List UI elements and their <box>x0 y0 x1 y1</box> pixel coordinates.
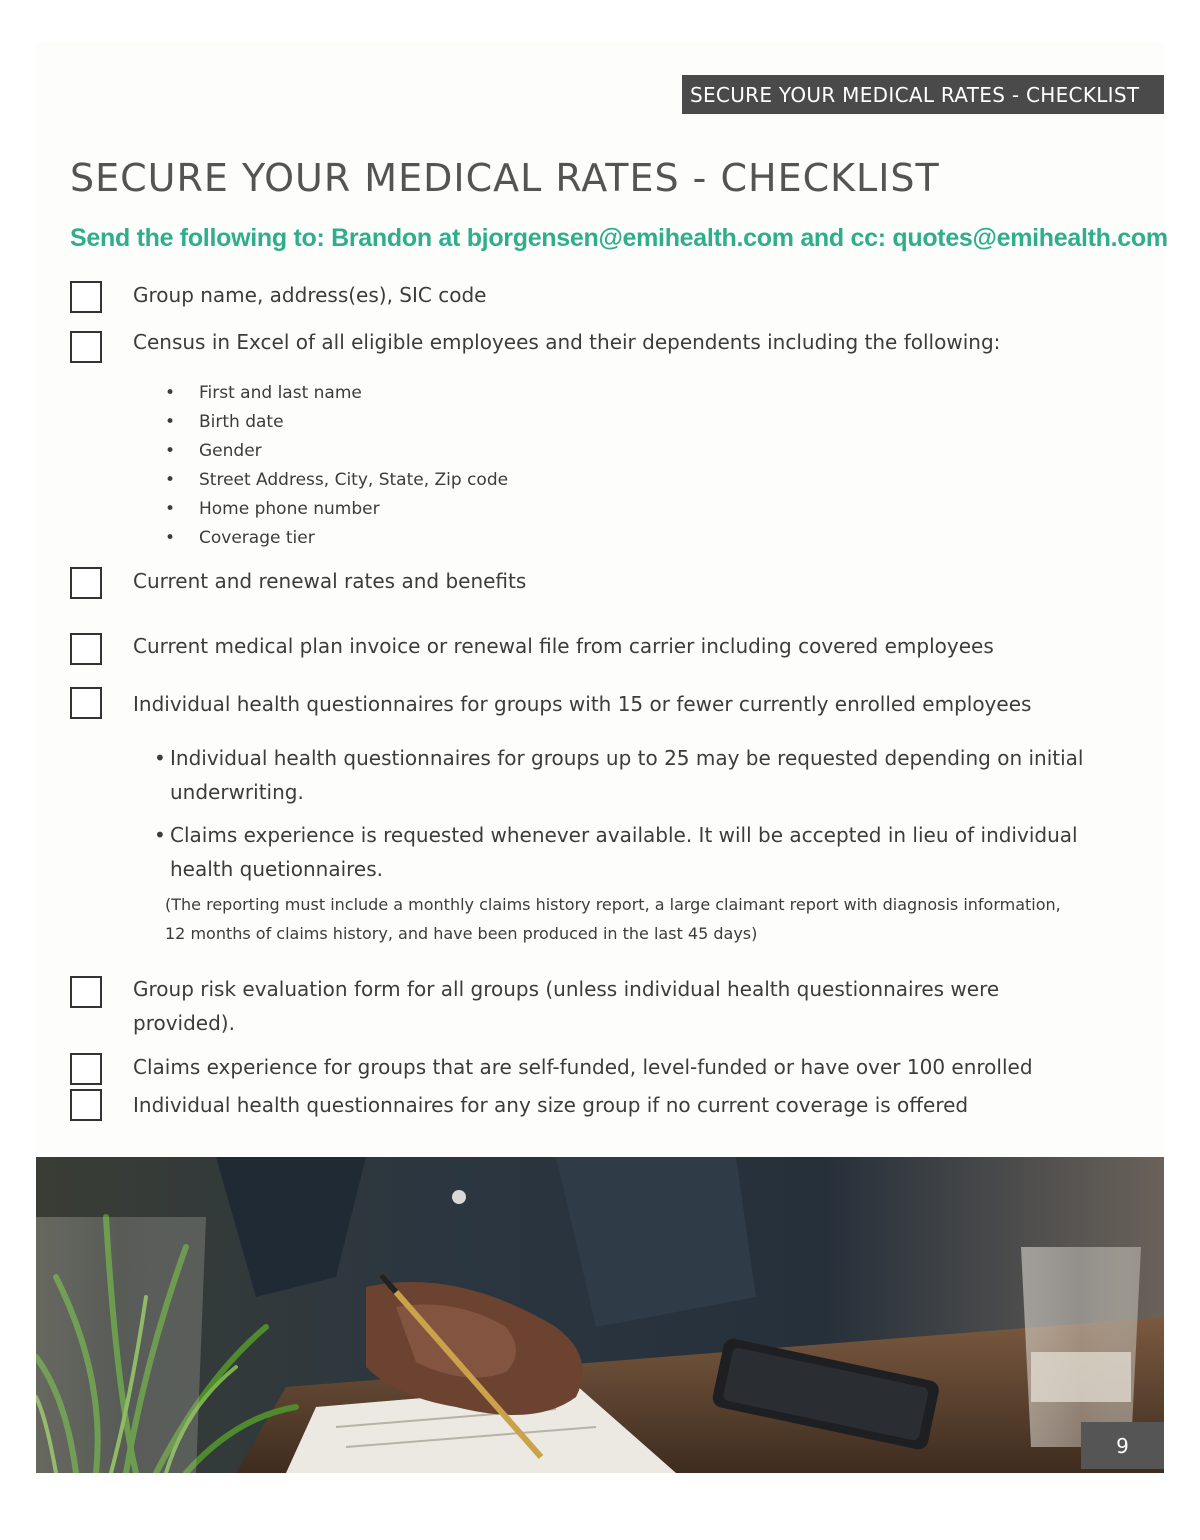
checkbox-group-name[interactable] <box>70 281 102 313</box>
checkbox-claims-experience[interactable] <box>70 1053 102 1085</box>
item-census: Census in Excel of all eligible employees and their dependents including the following: <box>133 330 1001 354</box>
header-tab <box>682 75 1164 114</box>
checkbox-renewal-rates[interactable] <box>70 567 102 599</box>
item-group-name: Group name, address(es), SIC code <box>133 283 487 307</box>
reporting-note: (The reporting must include a monthly claims history report, a large claimant report with diagnosis information, 12 months of claims history, and have been produced in the last 45 days) <box>165 895 1061 943</box>
census-field: • Birth date <box>165 412 284 432</box>
checkbox-no-coverage[interactable] <box>70 1089 102 1121</box>
checkbox-health-questionnaires[interactable] <box>70 687 102 719</box>
send-instructions: Send the following to: Brandon at bjorgensen@emihealth.com and cc: quotes@emihealth.com <box>70 224 1168 252</box>
questionnaire-note: • Individual health questionnaires for groups up to 25 may be requested depending on initial underwriting. <box>154 746 1084 804</box>
item-renewal-rates: Current and renewal rates and benefits <box>133 569 527 593</box>
questionnaire-note: • Claims experience is requested whenever available. It will be accepted in lieu of individual health quetionnaires. <box>154 823 1078 881</box>
census-field: • Gender <box>165 441 262 461</box>
item-risk-evaluation: Group risk evaluation form for all groups (unless individual health questionnaires were provided). <box>133 977 1000 1035</box>
checkbox-plan-invoice[interactable] <box>70 633 102 665</box>
desk-photo <box>36 1157 1164 1473</box>
census-field: • First and last name <box>165 383 362 403</box>
census-field: • Coverage tier <box>165 528 315 548</box>
checkbox-risk-evaluation[interactable] <box>70 976 102 1008</box>
header-tab-label: SECURE YOUR MEDICAL RATES - CHECKLIST <box>690 82 1140 107</box>
item-plan-invoice: Current medical plan invoice or renewal file from carrier including covered employees <box>133 634 994 658</box>
checkbox-census[interactable] <box>70 331 102 363</box>
page-number: 9 <box>1081 1422 1164 1469</box>
item-no-coverage: Individual health questionnaires for any size group if no current coverage is offered <box>133 1093 969 1117</box>
page-title: SECURE YOUR MEDICAL RATES - CHECKLIST <box>70 156 940 200</box>
census-field: • Home phone number <box>165 499 380 519</box>
item-claims-experience: Claims experience for groups that are self-funded, level-funded or have over 100 enrolled <box>133 1055 1033 1079</box>
census-field: • Street Address, City, State, Zip code <box>165 470 509 490</box>
item-health-questionnaires: Individual health questionnaires for groups with 15 or fewer currently enrolled employees <box>133 692 1032 716</box>
